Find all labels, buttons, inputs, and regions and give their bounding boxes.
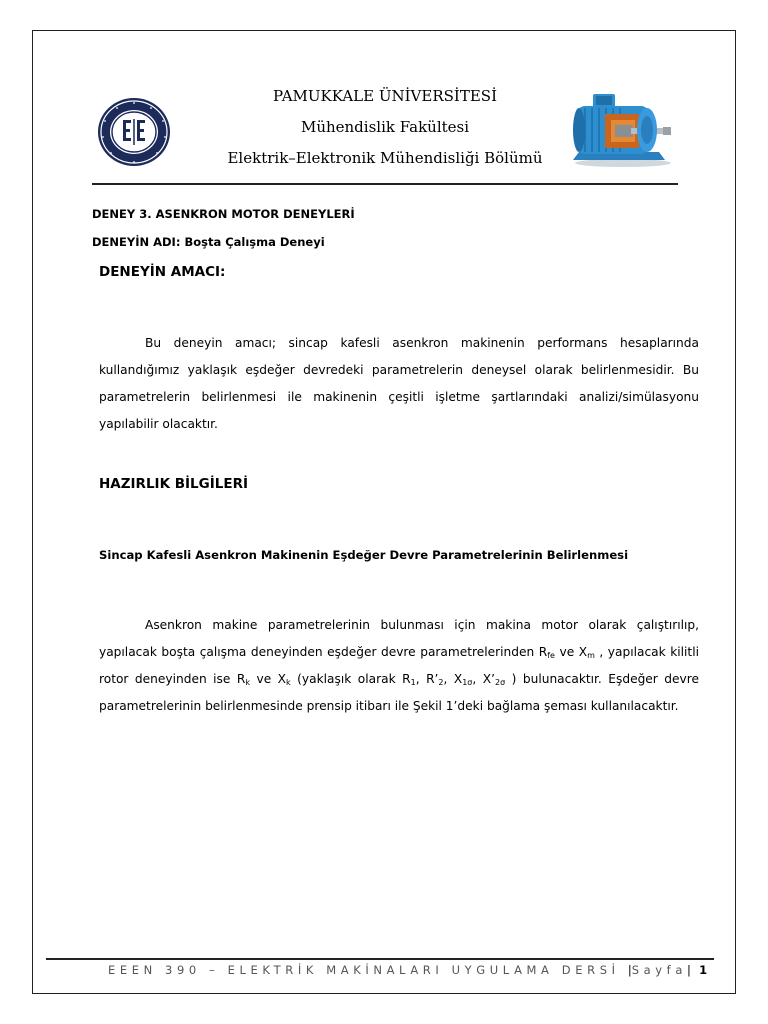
header-divider	[92, 183, 678, 185]
prep-subscript: k	[245, 678, 250, 687]
prep-subscript: m	[587, 651, 595, 660]
footer-separator-2: |	[686, 963, 691, 977]
prep-subscript: 2	[438, 678, 444, 687]
footer-separator: |	[627, 963, 632, 977]
footer-page-word: Sayfa	[631, 963, 687, 977]
prep-subscript: k	[286, 678, 291, 687]
prep-text: ) bulunacaktır. Eşdeğer devre parametrelerinin belirlenmesinde prensip itibarı ile Şekil 1’deki bağlama şeması kullanılacaktır.	[99, 672, 699, 713]
prep-text: , yapılacak kilitli rotor deneyinden ise R	[99, 645, 699, 686]
prep-subscript: 1	[410, 678, 416, 687]
prep-text: ve X	[250, 672, 287, 686]
prep-text: , X	[443, 672, 463, 686]
preparation-heading: HAZIRLIK BİLGİLERİ	[99, 476, 249, 492]
university-name: PAMUKKALE ÜNİVERSİTESİ	[273, 87, 497, 105]
prep-text: Asenkron makine parametrelerinin bulunması için makina motor olarak çalıştırılıp, yapılacak boşta çalışma deneyinden eşdeğer devre parametrelerinden R	[99, 618, 699, 659]
purpose-paragraph: Bu deneyin amacı; sincap kafesli asenkron makinenin performans hesaplarında kullandığımız yaklaşık eşdeğer devredeki parametrelerin deneysel olarak belirlenmesidir. Bu parametrelerin belirlenmesi ile makinenin çeşitli işletme şartlarındaki analizi/simülasyonu yapılabilir olacaktır.	[99, 336, 699, 431]
page-border	[32, 30, 736, 994]
prep-subscript: fe	[547, 651, 555, 660]
footer-course: EEEN 390 – ELEKTRİK MAKİNALARI UYGULAMA DERSİ	[108, 963, 620, 977]
prep-subscript: 1σ	[462, 678, 473, 687]
preparation-paragraph	[99, 612, 699, 720]
electric-motor-icon	[565, 86, 680, 168]
page-footer	[108, 963, 707, 977]
page-number: 1	[699, 963, 708, 977]
preparation-subheading: Sincap Kafesli Asenkron Makinenin Eşdeğer Devre Parametrelerinin Belirlenmesi	[99, 548, 629, 562]
prep-text: (yaklaşık olarak R	[290, 672, 411, 686]
prep-text: ve X	[554, 645, 588, 659]
prep-text: , X’	[472, 672, 495, 686]
department-name: Elektrik–Elektronik Mühendisliği Bölümü	[227, 149, 543, 167]
prep-subscript: 2σ	[494, 678, 506, 687]
purpose-heading: DENEYİN AMACI:	[99, 264, 226, 280]
faculty-name: Mühendislik Fakültesi	[300, 118, 470, 136]
experiment-name: DENEYİN ADI: Boşta Çalışma Deneyi	[92, 235, 325, 249]
university-seal-icon	[97, 97, 171, 167]
experiment-number: DENEY 3. ASENKRON MOTOR DENEYLERİ	[92, 207, 355, 221]
footer-divider	[46, 958, 714, 960]
prep-text: , R’	[415, 672, 439, 686]
